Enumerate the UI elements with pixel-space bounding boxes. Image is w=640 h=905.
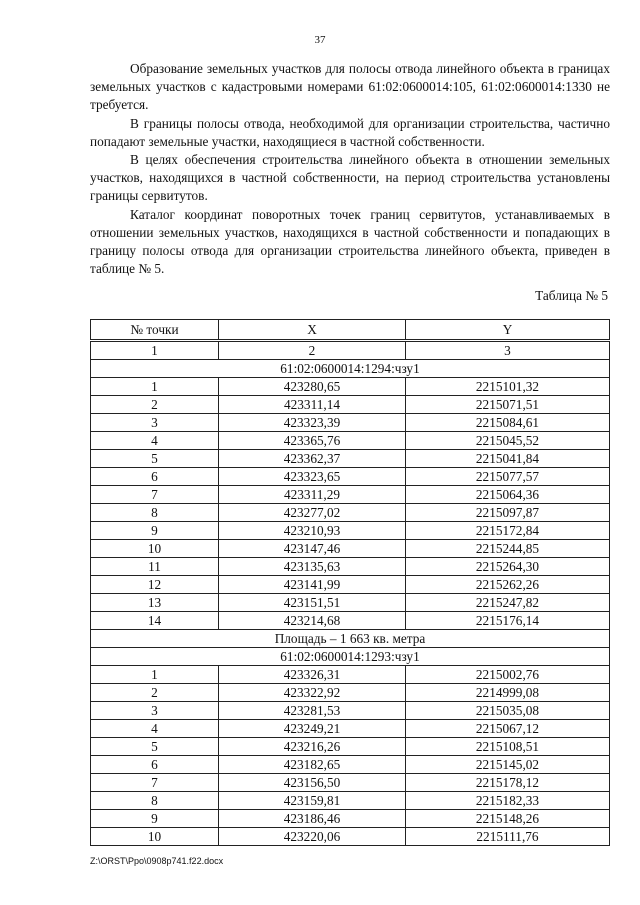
x-cell: 423280,65 (219, 378, 406, 396)
table-row (91, 378, 610, 396)
point-number-cell: 8 (91, 504, 219, 522)
y-cell: 2215077,57 (406, 468, 610, 486)
table-row (91, 720, 610, 738)
table-row (91, 828, 610, 846)
x-cell: 423159,81 (219, 792, 406, 810)
y-cell: 2215071,51 (406, 396, 610, 414)
table-row (91, 576, 610, 594)
area-cell: Площадь – 1 663 кв. метра (91, 630, 610, 648)
y-cell: 2215264,30 (406, 558, 610, 576)
x-cell: 423277,02 (219, 504, 406, 522)
x-cell: 423210,93 (219, 522, 406, 540)
table-body (91, 341, 610, 846)
x-cell: 423216,26 (219, 738, 406, 756)
table-row (91, 612, 610, 630)
table-row (91, 414, 610, 432)
y-cell: 2215176,14 (406, 612, 610, 630)
point-number-cell: 1 (91, 666, 219, 684)
y-cell: 2215244,85 (406, 540, 610, 558)
y-cell: 2215247,82 (406, 594, 610, 612)
header-cell: X (219, 320, 406, 341)
point-number-cell: 10 (91, 540, 219, 558)
y-cell: 2215084,61 (406, 414, 610, 432)
point-number-cell: 14 (91, 612, 219, 630)
x-cell: 423186,46 (219, 810, 406, 828)
x-cell: 423323,39 (219, 414, 406, 432)
column-number: 2 (219, 341, 406, 360)
page-number: 37 (314, 34, 326, 46)
table-row (91, 684, 610, 702)
x-cell: 423326,31 (219, 666, 406, 684)
body-text (90, 60, 610, 278)
point-number-cell: 9 (91, 810, 219, 828)
table-row (91, 540, 610, 558)
section-title-row (91, 648, 610, 666)
y-cell: 2215101,32 (406, 378, 610, 396)
table-row (91, 774, 610, 792)
area-row (91, 630, 610, 648)
paragraph: В границы полосы отвода, необходимой для организации строительства, частично попадают земельные участки, находящиеся в частной собственности. (90, 115, 610, 149)
y-cell: 2215035,08 (406, 702, 610, 720)
y-cell: 2215097,87 (406, 504, 610, 522)
point-number-cell: 6 (91, 468, 219, 486)
paragraph: В целях обеспечения строительства линейного объекта в отношении земельных участков, находящихся в частной собственности, на период строительства установлены границы сервитутов. (90, 152, 610, 204)
x-cell: 423311,29 (219, 486, 406, 504)
x-cell: 423220,06 (219, 828, 406, 846)
point-number-cell: 2 (91, 684, 219, 702)
y-cell: 2215262,26 (406, 576, 610, 594)
x-cell: 423214,68 (219, 612, 406, 630)
header-cell: № точки (91, 320, 219, 341)
coordinates-table (90, 319, 610, 846)
x-cell: 423323,65 (219, 468, 406, 486)
point-number-cell: 2 (91, 396, 219, 414)
x-cell: 423311,14 (219, 396, 406, 414)
point-number-cell: 3 (91, 702, 219, 720)
column-number-row (91, 341, 610, 360)
table-row (91, 450, 610, 468)
point-number-cell: 5 (91, 450, 219, 468)
x-cell: 423135,63 (219, 558, 406, 576)
point-number-cell: 6 (91, 756, 219, 774)
y-cell: 2215045,52 (406, 432, 610, 450)
y-cell: 2215178,12 (406, 774, 610, 792)
paragraph: Образование земельных участков для полосы отвода линейного объекта в границах земельных участков с кадастровыми номерами 61:02:0600014:105, 61:02:0600014:1330 не требуется. (90, 61, 610, 113)
x-cell: 423249,21 (219, 720, 406, 738)
table-caption: Таблица № 5 (535, 288, 608, 303)
point-number-cell: 9 (91, 522, 219, 540)
y-cell: 2215172,84 (406, 522, 610, 540)
table-row (91, 702, 610, 720)
y-cell: 2215182,33 (406, 792, 610, 810)
table-row (91, 396, 610, 414)
x-cell: 423156,50 (219, 774, 406, 792)
column-number: 3 (406, 341, 610, 360)
x-cell: 423141,99 (219, 576, 406, 594)
y-cell: 2214999,08 (406, 684, 610, 702)
point-number-cell: 13 (91, 594, 219, 612)
header-cell: Y (406, 320, 610, 341)
point-number-cell: 8 (91, 792, 219, 810)
column-number: 1 (91, 341, 219, 360)
table-row (91, 504, 610, 522)
y-cell: 2215067,12 (406, 720, 610, 738)
section-title: 61:02:0600014:1293:чзу1 (91, 648, 610, 666)
y-cell: 2215041,84 (406, 450, 610, 468)
table-row (91, 792, 610, 810)
x-cell: 423281,53 (219, 702, 406, 720)
point-number-cell: 4 (91, 432, 219, 450)
point-number-cell: 4 (91, 720, 219, 738)
point-number-cell: 7 (91, 774, 219, 792)
y-cell: 2215111,76 (406, 828, 610, 846)
point-number-cell: 1 (91, 378, 219, 396)
table-row (91, 558, 610, 576)
x-cell: 423365,76 (219, 432, 406, 450)
x-cell: 423182,65 (219, 756, 406, 774)
y-cell: 2215002,76 (406, 666, 610, 684)
x-cell: 423151,51 (219, 594, 406, 612)
table-row (91, 486, 610, 504)
point-number-cell: 11 (91, 558, 219, 576)
table-row (91, 810, 610, 828)
point-number-cell: 10 (91, 828, 219, 846)
x-cell: 423362,37 (219, 450, 406, 468)
table-row (91, 756, 610, 774)
point-number-cell: 3 (91, 414, 219, 432)
table-header-row (91, 320, 610, 341)
y-cell: 2215148,26 (406, 810, 610, 828)
point-number-cell: 5 (91, 738, 219, 756)
y-cell: 2215145,02 (406, 756, 610, 774)
table-row (91, 738, 610, 756)
table-row (91, 522, 610, 540)
table-row (91, 594, 610, 612)
x-cell: 423147,46 (219, 540, 406, 558)
footer-file-path: Z:\ORST\Ppo\0908p741.f22.docx (90, 856, 224, 866)
table-row (91, 468, 610, 486)
section-title: 61:02:0600014:1294:чзу1 (91, 360, 610, 378)
section-title-row (91, 360, 610, 378)
table-row (91, 432, 610, 450)
point-number-cell: 12 (91, 576, 219, 594)
y-cell: 2215064,36 (406, 486, 610, 504)
y-cell: 2215108,51 (406, 738, 610, 756)
paragraph: Каталог координат поворотных точек границ сервитутов, устанавливаемых в отношении земельных участков, находящихся в частной собственности и попадающих в границу полосы отвода для организации строительства линейного объекта, приведен в таблице № 5. (90, 206, 610, 277)
point-number-cell: 7 (91, 486, 219, 504)
table-row (91, 666, 610, 684)
x-cell: 423322,92 (219, 684, 406, 702)
